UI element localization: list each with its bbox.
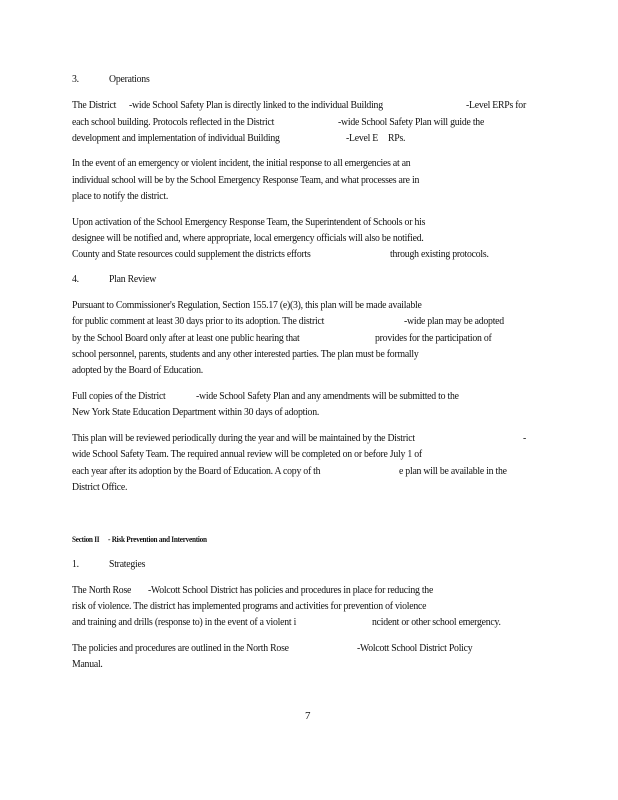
section-heading-strategies: Strategies <box>109 559 146 570</box>
text-line: The policies and procedures are outlined in the North Rose <box>72 643 289 654</box>
text-line: County and State resources could supplement the districts efforts <box>72 249 311 260</box>
text-line: e plan will be available in the <box>399 466 507 477</box>
text-line: The District <box>72 100 117 111</box>
text-line: -wide plan may be adopted <box>404 316 504 327</box>
section-heading-operations: Operations <box>109 74 150 85</box>
text-line: The North Rose <box>72 585 132 596</box>
text-line: -Wolcott School District Policy <box>357 643 473 654</box>
text-line: -wide School Safety Plan and any amendments will be submitted to the <box>196 391 459 402</box>
section-number: 4. <box>72 274 79 285</box>
text-line: each year after its adoption by the Board of Education. A copy of th <box>72 466 321 477</box>
text-line: adopted by the Board of Education. <box>72 365 203 376</box>
text-line: In the event of an emergency or violent incident, the initial response to all emergencies at an <box>72 158 411 169</box>
text-line: through existing protocols. <box>390 249 489 260</box>
text-line: Manual. <box>72 659 103 670</box>
text-line: by the School Board only after at least one public hearing that <box>72 333 300 344</box>
page-number: 7 <box>305 710 311 722</box>
section-title: - Risk Prevention and Intervention <box>108 534 207 544</box>
text-line: development and implementation of individual Building <box>72 133 280 144</box>
text-line: This plan will be reviewed periodically during the year and will be maintained by the District <box>72 433 415 444</box>
text-line: ncident or other school emergency. <box>372 617 501 628</box>
text-line: for public comment at least 30 days prior to its adoption. The district <box>72 316 325 327</box>
text-line: Pursuant to Commissioner's Regulation, Section 155.17 (e)(3), this plan will be made available <box>72 300 422 311</box>
section-number: 1. <box>72 559 79 570</box>
text-line: - <box>523 433 527 444</box>
text-line: -wide School Safety Plan will guide the <box>338 117 485 128</box>
text-line: -Level E <box>346 133 379 144</box>
text-line: Upon activation of the School Emergency Response Team, the Superintendent of Schools or his <box>72 217 426 228</box>
text-line: provides for the participation of <box>375 333 492 344</box>
text-line: -wide School Safety Plan is directly linked to the individual Building <box>129 100 383 111</box>
text-line: District Office. <box>72 482 128 493</box>
text-line: place to notify the district. <box>72 191 169 202</box>
text-line: each school building. Protocols reflected in the District <box>72 117 275 128</box>
text-line: RPs. <box>388 133 406 144</box>
text-line: designee will be notified and, where appropriate, local emergency officials will also be notified. <box>72 233 424 244</box>
text-line: -Level ERPs for <box>466 100 526 111</box>
text-line: New York State Education Department within 30 days of adoption. <box>72 407 320 418</box>
text-line: -Wolcott School District has policies and procedures in place for reducing the <box>148 585 434 596</box>
section-heading-plan-review: Plan Review <box>109 274 157 285</box>
text-line: individual school will be by the School Emergency Response Team, and what processes are in <box>72 175 420 186</box>
text-line: and training and drills (response to) in the event of a violent i <box>72 617 297 628</box>
text-line: risk of violence. The district has implemented programs and activities for prevention of violence <box>72 601 427 612</box>
text-line: school personnel, parents, students and any other interested parties. The plan must be formally <box>72 349 419 360</box>
section-label: Section II <box>72 534 100 544</box>
text-line: wide School Safety Team. The required annual review will be completed on or before July 1 of <box>72 449 422 460</box>
section-number: 3. <box>72 74 79 85</box>
text-line: Full copies of the District <box>72 391 166 402</box>
